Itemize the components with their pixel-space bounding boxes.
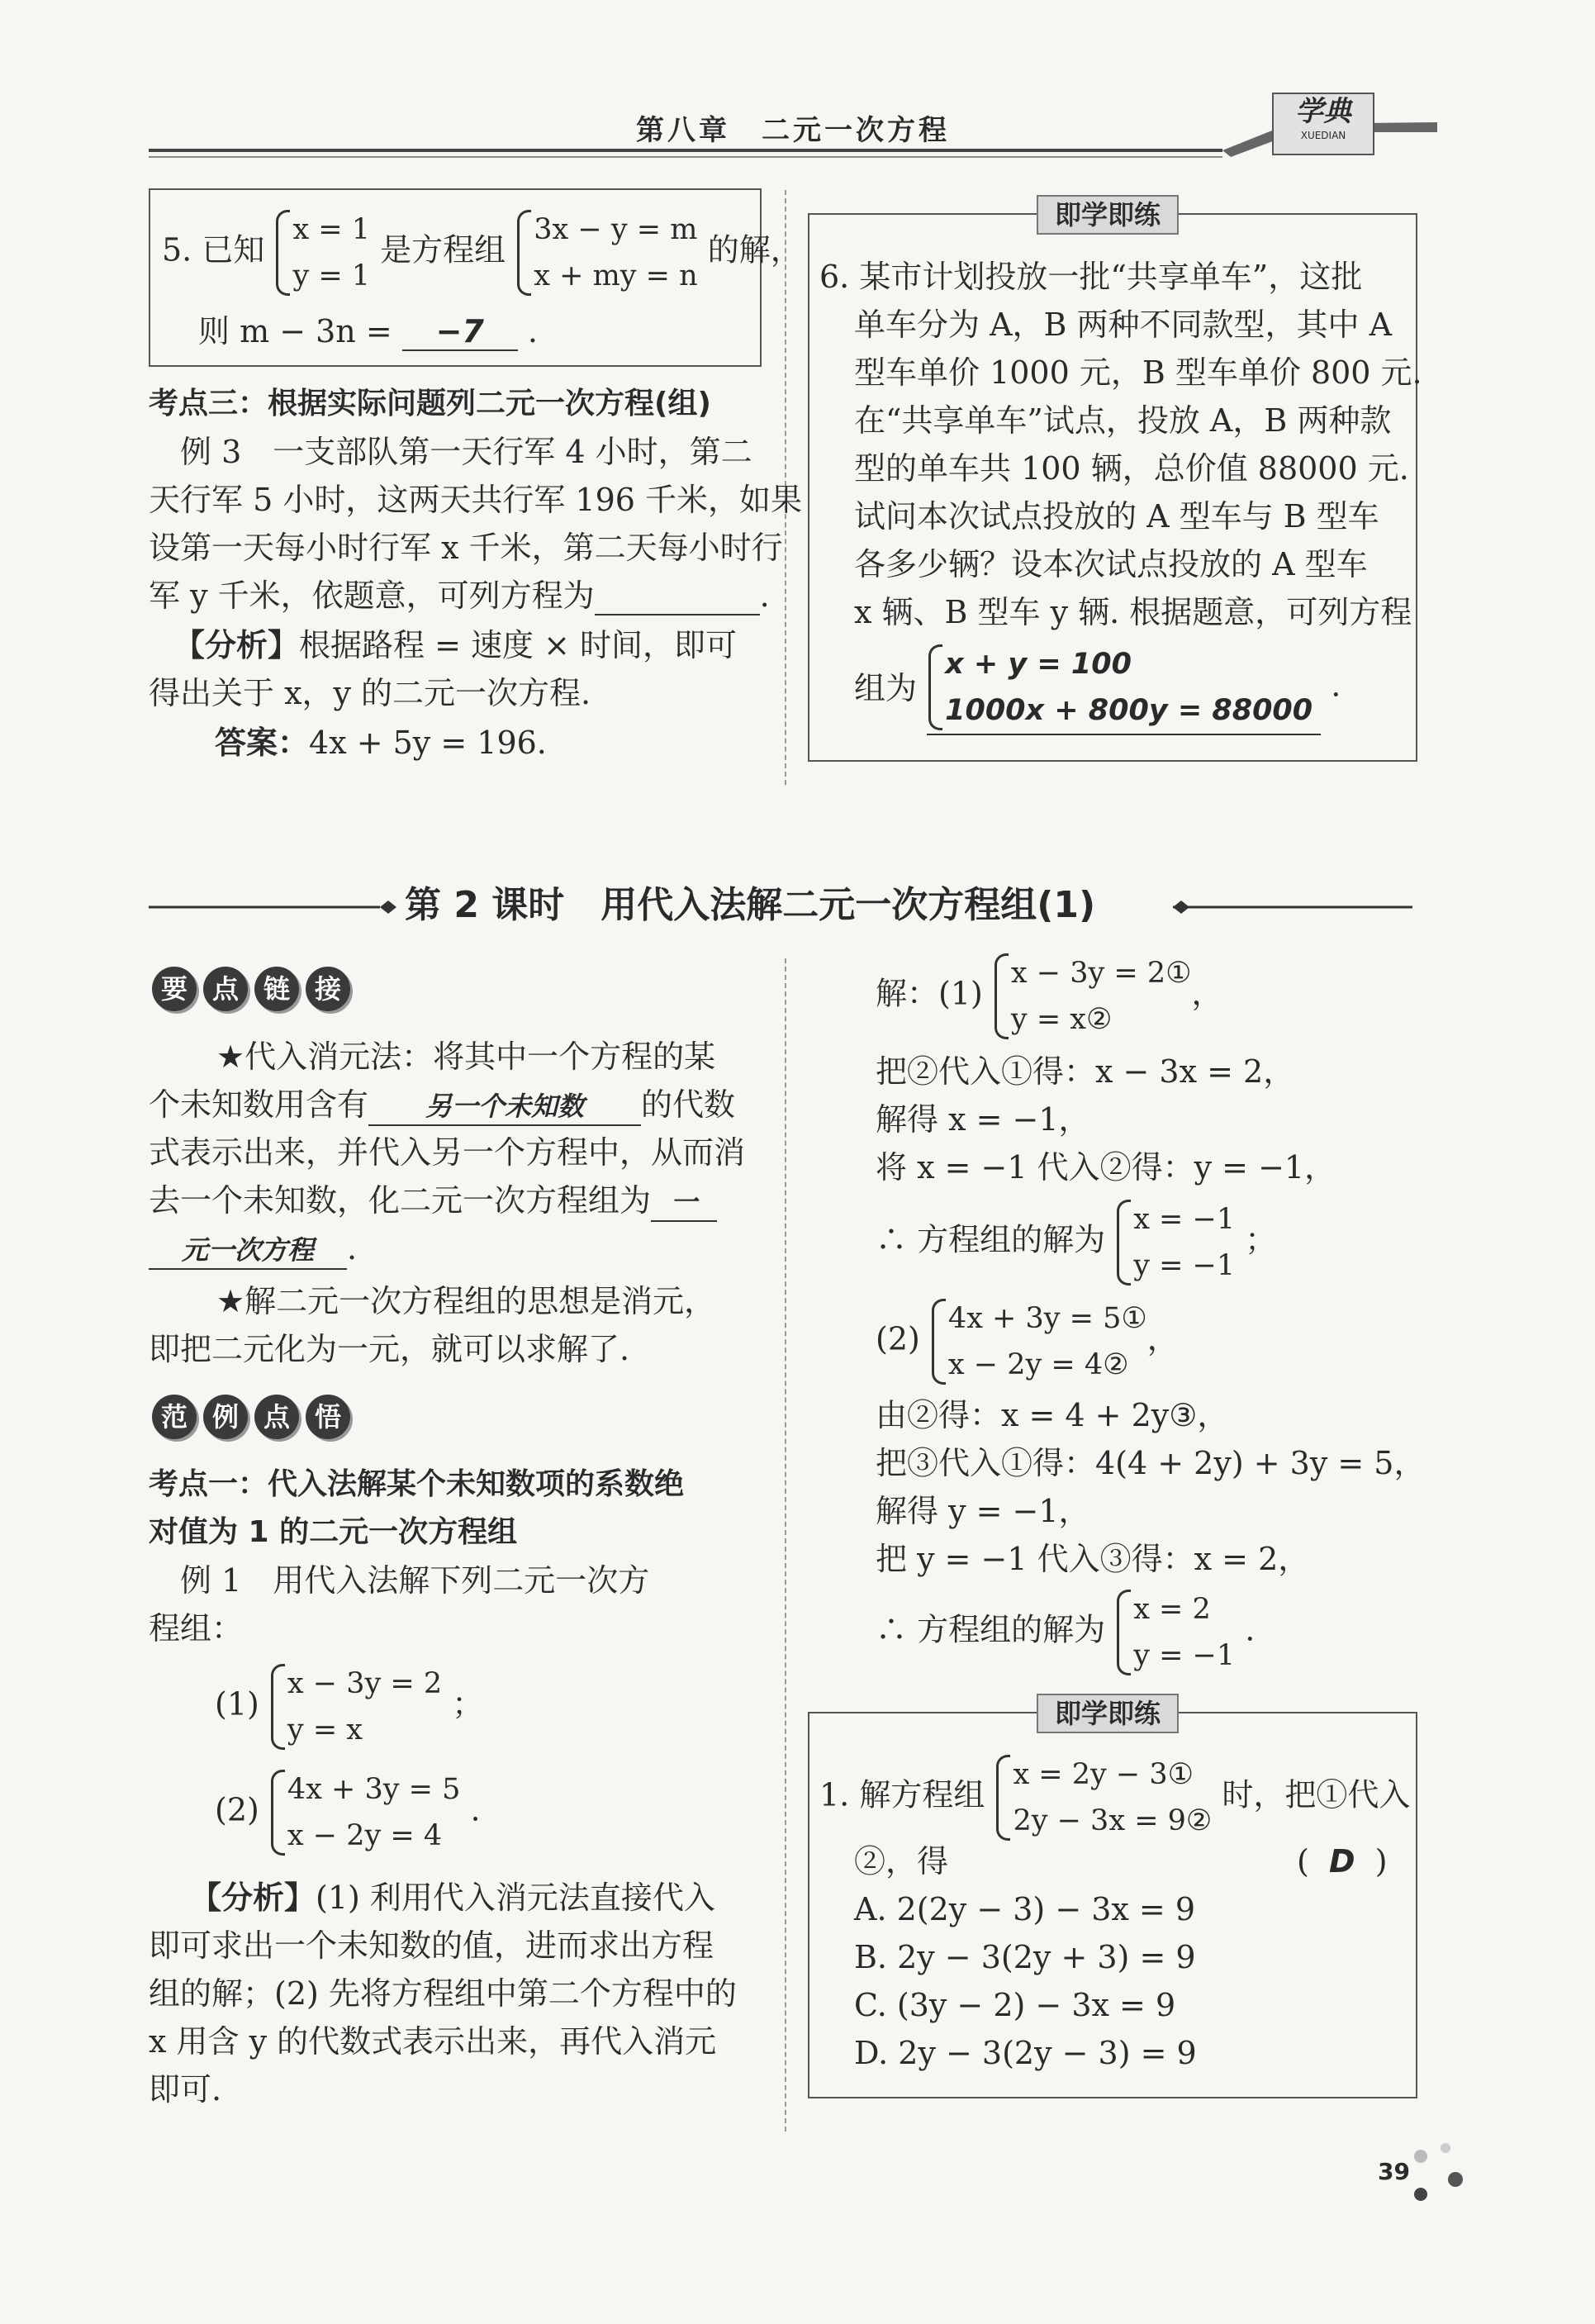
- key-point-2-line-1: ★解二元一次方程组的思想是消元，: [216, 1283, 716, 1319]
- practice-tag-1: 即学即练: [1037, 195, 1179, 235]
- page-number-decoration: [1404, 2140, 1470, 2209]
- fill-blank-2b: 元一次方程: [149, 1232, 347, 1270]
- practice-1-line-5: 型的单车共 100 辆，总价值 88000 元.: [854, 450, 1409, 487]
- fill-blank-2a: 一: [651, 1184, 717, 1222]
- kaodian-3-line-1: 例 3 一支部队第一天行军 4 小时，第二: [149, 434, 752, 470]
- practice-2-question: 1. 解方程组 x = 2y − 3① 2y − 3x = 9② 时，把①代入: [819, 1751, 1410, 1844]
- solution-conclusion-2: ∴ 方程组的解为 x = 2 y = −1 .: [876, 1586, 1255, 1679]
- section-heading-key-points: 要 点 链 接: [152, 967, 357, 1011]
- solution-line-6: 解得 y = −1，: [876, 1493, 1090, 1529]
- chapter-title: 第八章 二元一次方程: [636, 114, 950, 147]
- key-point-1-line-3: 式表示出来，并代入另一个方程中，从而消: [149, 1134, 746, 1171]
- practice-1-line-8: x 辆、B 型车 y 辆. 根据题意，可列方程: [854, 594, 1412, 630]
- kaodian-3-line-4: 军 y 千米，依题意，可列方程为 .: [149, 577, 770, 614]
- kaodian-3-line-3: 设第一天每小时行军 x 千米，第二天每小时行: [149, 530, 783, 566]
- practice-2-answer: ( D ): [1297, 1843, 1388, 1880]
- question-5-line2: 则 m − 3n = −7 .: [198, 313, 538, 349]
- column-divider-2: [785, 958, 786, 2132]
- practice-1-line-1: 6. 某市计划投放一批“共享单车”，这批: [819, 259, 1363, 295]
- option-c: C. (3y − 2) − 3x = 9: [854, 1987, 1176, 2023]
- kaodian-3-line-2: 天行军 5 小时，这两天共行军 196 千米，如果: [149, 482, 803, 518]
- key-point-2-line-2: 即把二元化为一元，就可以求解了.: [149, 1331, 630, 1367]
- practice-1-answer: 组为 x + y = 100 1000x + 800y = 88000 .: [854, 641, 1341, 735]
- answer-system: x + y = 100 1000x + 800y = 88000: [927, 641, 1321, 735]
- example-1-analysis-2: 即可求出一个未知数的值，进而求出方程: [149, 1927, 714, 1964]
- page-number: 39: [1378, 2158, 1410, 2185]
- lesson-title: 第 2 课时 用代入法解二元一次方程组(1): [405, 884, 1096, 926]
- key-point-1-line-4: 去一个未知数，化二元一次方程组为 一: [149, 1176, 717, 1224]
- option-b: B. 2y − 3(2y + 3) = 9: [854, 1939, 1196, 1975]
- example-1-system-2: (2) 4x + 3y = 5 x − 2y = 4 .: [215, 1766, 481, 1859]
- example-1-system-1: (1) x − 3y = 2 y = x ；: [215, 1661, 483, 1753]
- solution-line-2: 解得 x = −1，: [876, 1101, 1090, 1138]
- solution-line-7: 把 y = −1 代入③得：x = 2，: [876, 1541, 1310, 1577]
- solution-system-2: (2) 4x + 3y = 5① x − 2y = 4② ，: [876, 1295, 1179, 1388]
- kaodian-1-title-2: 对值为 1 的二元一次方程组: [149, 1515, 518, 1549]
- example-1-analysis-5: 即可.: [149, 2071, 222, 2108]
- equation-system: 3x − y = m x + my = n: [515, 207, 697, 299]
- example-1-analysis-1: 【分析】(1) 利用代入消元法直接代入: [190, 1880, 715, 1916]
- solution-line-3: 将 x = −1 代入②得：y = −1，: [876, 1149, 1336, 1186]
- example-1-line-2: 程组：: [149, 1610, 244, 1647]
- option-a: A. 2(2y − 3) − 3x = 9: [854, 1891, 1196, 1927]
- solution-system-1: 解：(1) x − 3y = 2① y = x② ，: [876, 950, 1223, 1043]
- example-1-line-1: 例 1 用代入法解下列二元一次方: [149, 1562, 650, 1599]
- fill-blank-1: 另一个未知数: [368, 1088, 641, 1126]
- option-d: D. 2y − 3(2y − 3) = 9: [854, 2035, 1197, 2071]
- practice-1-line-6: 试问本次试点投放的 A 型车与 B 型车: [854, 498, 1379, 535]
- solution-line-1: 把②代入①得：x − 3x = 2，: [876, 1053, 1295, 1090]
- example-1-analysis-4: x 用含 y 的代数式表示出来，再代入消元: [149, 2023, 717, 2060]
- key-point-1-line-1: ★代入消元法：将其中一个方程的某: [216, 1038, 716, 1075]
- key-point-1-line-2: 个未知数用含有 另一个未知数 的代数: [149, 1081, 735, 1129]
- practice-tag-2: 即学即练: [1037, 1694, 1179, 1733]
- kaodian-1-title-1: 考点一：代入法解某个未知数项的系数绝: [149, 1467, 685, 1501]
- practice-1-line-3: 型车单价 1000 元，B 型车单价 800 元.: [854, 354, 1422, 391]
- solution-line-5: 把③代入①得：4(4 + 2y) + 3y = 5，: [876, 1445, 1426, 1481]
- given-solution: x = 1 y = 1: [274, 207, 370, 299]
- practice-1-line-7: 各多少辆？设本次试点投放的 A 型车: [854, 546, 1368, 582]
- practice-1-line-4: 在“共享单车”试点，投放 A，B 两种款: [854, 402, 1392, 439]
- practice-1-line-2: 单车分为 A，B 两种不同款型，其中 A: [854, 307, 1393, 343]
- practice-2-line-2: ②，得: [854, 1843, 949, 1880]
- kaodian-3-answer: 答案：4x + 5y = 196.: [215, 725, 547, 761]
- section-heading-examples: 范 例 点 悟: [152, 1395, 357, 1439]
- example-1-analysis-3: 组的解；(2) 先将方程组中第二个方程中的: [149, 1975, 737, 2012]
- solution-line-4: 由②得：x = 4 + 2y③，: [876, 1397, 1229, 1433]
- kaodian-3-title: 考点三：根据实际问题列二元一次方程(组): [149, 387, 711, 421]
- empty-blank: [595, 577, 760, 615]
- kaodian-3-analysis-2: 得出关于 x，y 的二元一次方程.: [149, 675, 591, 711]
- kaodian-3-analysis: 【分析】根据路程 = 速度 × 时间，即可: [173, 627, 738, 663]
- answer-blank: −7: [402, 313, 518, 351]
- key-point-1-line-5: 元一次方程 .: [149, 1224, 357, 1272]
- question-5: 5. 已知 x = 1 y = 1 是方程组 3x − y = m x + my = n 的解，: [162, 207, 757, 299]
- brand-logo: 学典 XUEDIAN: [1272, 93, 1374, 155]
- solution-conclusion-1: ∴ 方程组的解为 x = −1 y = −1 ；: [876, 1196, 1276, 1289]
